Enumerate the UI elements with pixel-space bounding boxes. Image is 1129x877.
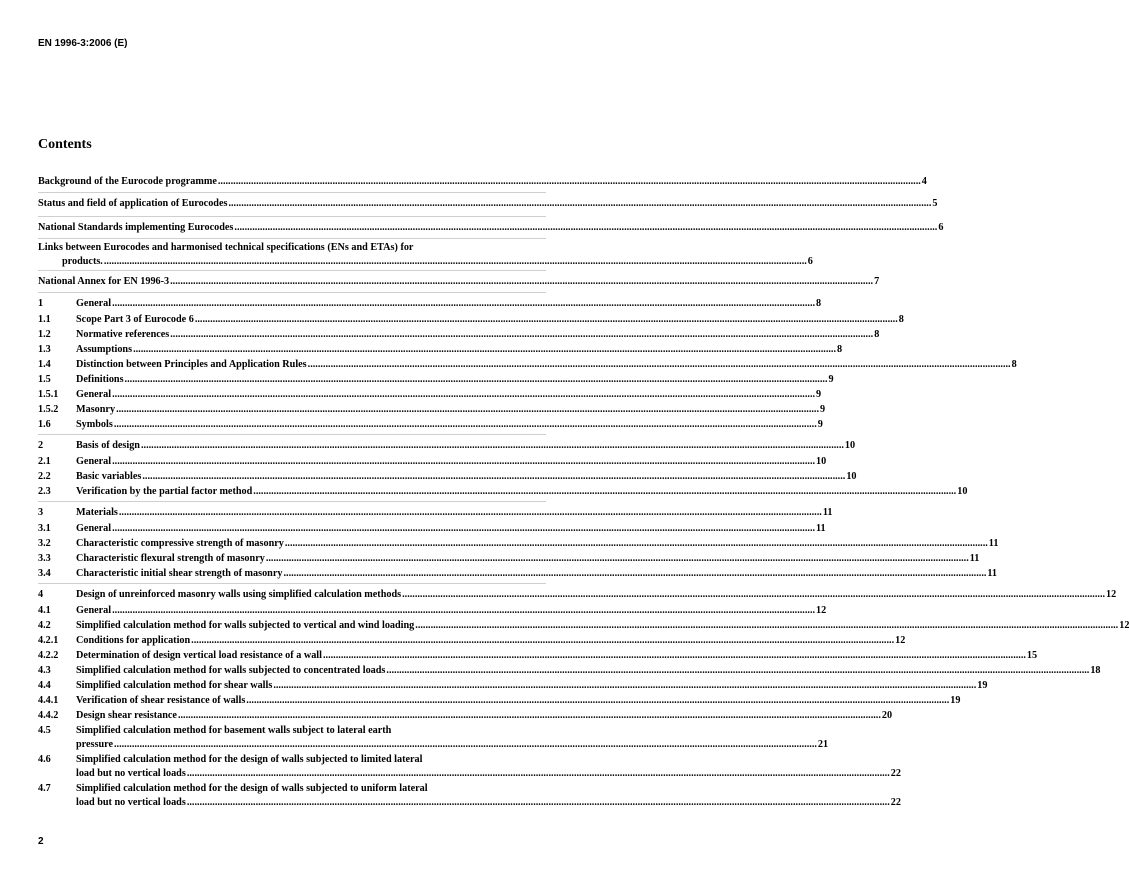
toc-entry-title: General xyxy=(76,298,112,309)
toc-entry-page: 11 xyxy=(988,538,999,549)
toc-entry-page: 10 xyxy=(844,440,856,451)
toc-entry[interactable] xyxy=(38,298,822,312)
dot-leader xyxy=(191,635,894,646)
toc-entry-page: 6 xyxy=(938,222,944,233)
toc-entry[interactable] xyxy=(38,523,826,537)
toc-entry[interactable] xyxy=(38,538,999,552)
toc-entry-page: 6 xyxy=(807,256,813,267)
toc-entry-page: 12 xyxy=(1119,620,1129,631)
toc-entry[interactable] xyxy=(38,176,927,190)
dot-leader xyxy=(116,404,819,415)
toc-entry-title: General xyxy=(76,523,112,534)
toc-entry-number: 3.1 xyxy=(38,523,51,534)
toc-entry[interactable] xyxy=(38,620,1129,634)
dot-leader xyxy=(104,256,807,267)
page-number: 2 xyxy=(38,836,44,847)
section-divider xyxy=(38,583,546,584)
dot-leader xyxy=(119,507,822,518)
toc-entry-title-continued: load but no vertical loads xyxy=(76,768,186,779)
toc-entry-title: Status and field of application of Eurocodes xyxy=(38,198,228,209)
toc-entry-page: 9 xyxy=(816,389,822,400)
toc-entry[interactable] xyxy=(38,276,880,290)
toc-entry-page: 12 xyxy=(1106,589,1117,600)
toc-entry-page: 20 xyxy=(881,710,893,721)
toc-entry-number: 4.5 xyxy=(38,725,51,736)
toc-entry-title: Masonry xyxy=(76,404,116,415)
toc-entry-number: 2 xyxy=(38,440,44,451)
toc-entry-number: 3.4 xyxy=(38,568,51,579)
toc-entry[interactable] xyxy=(38,568,998,582)
section-divider xyxy=(38,192,546,193)
toc-entry[interactable] xyxy=(38,344,843,358)
toc-entry-title: Conditions for application xyxy=(76,635,191,646)
toc-entry-title: Basis of design xyxy=(76,440,140,451)
toc-entry[interactable] xyxy=(38,419,823,433)
toc-entry[interactable] xyxy=(38,314,904,328)
toc-entry-page: 8 xyxy=(898,314,904,325)
dot-leader xyxy=(112,605,815,616)
toc-entry[interactable] xyxy=(38,589,1117,603)
toc-entry-page: 8 xyxy=(837,344,843,355)
dot-leader xyxy=(142,471,845,482)
toc-entry[interactable] xyxy=(38,725,546,739)
dot-leader xyxy=(285,538,988,549)
toc-entry[interactable] xyxy=(38,374,834,388)
toc-entry[interactable] xyxy=(38,754,546,768)
dot-leader xyxy=(112,389,815,400)
toc-entry-title-continued: load but no vertical loads xyxy=(76,797,186,808)
toc-entry-number: 1.6 xyxy=(38,419,51,430)
dot-leader xyxy=(112,456,815,467)
toc-entry-page: 22 xyxy=(890,797,901,808)
toc-entry-number: 1.4 xyxy=(38,359,51,370)
toc-entry[interactable] xyxy=(38,650,1038,664)
dot-leader xyxy=(114,419,817,430)
section-divider xyxy=(38,292,546,293)
toc-entry-title: Verification by the partial factor method xyxy=(76,486,253,497)
toc-entry[interactable] xyxy=(38,783,546,797)
toc-entry-page: 8 xyxy=(874,329,880,340)
toc-entry-page: 11 xyxy=(969,553,980,564)
toc-entry-number: 4.4.1 xyxy=(38,695,59,706)
toc-entry-title-continued: products. xyxy=(62,256,103,267)
dot-leader xyxy=(228,198,931,209)
toc-entry-continuation[interactable] xyxy=(38,797,901,811)
dot-leader xyxy=(386,665,1089,676)
dot-leader xyxy=(308,359,1011,370)
toc-entry-page: 10 xyxy=(846,471,857,482)
toc-entry-page: 19 xyxy=(977,680,988,691)
toc-entry-title: General xyxy=(76,605,112,616)
toc-entry[interactable] xyxy=(38,665,1101,679)
toc-entry-page: 12 xyxy=(816,605,827,616)
toc-entry[interactable] xyxy=(38,507,833,521)
toc-entry-page: 9 xyxy=(817,419,823,430)
toc-entry-number: 4.7 xyxy=(38,783,51,794)
toc-entry-number: 4.1 xyxy=(38,605,51,616)
toc-entry-number: 1.5.2 xyxy=(38,404,59,415)
toc-entry-number: 4.2.2 xyxy=(38,650,59,661)
toc-entry-number: 1.2 xyxy=(38,329,51,340)
dot-leader xyxy=(112,523,815,534)
dot-leader xyxy=(273,680,976,691)
toc-entry-title: Basic variables xyxy=(76,471,142,482)
contents-heading: Contents xyxy=(38,137,92,152)
toc-entry-title: Distinction between Principles and Application Rules xyxy=(76,359,307,370)
toc-entry-continuation[interactable] xyxy=(38,739,829,753)
toc-entry[interactable] xyxy=(38,222,944,236)
toc-entry-title: Simplified calculation method for walls subjected to vertical and wind loading xyxy=(76,620,415,631)
section-divider xyxy=(38,270,546,271)
document-id-header: EN 1996-3:2006 (E) xyxy=(38,38,128,49)
dot-leader xyxy=(323,650,1026,661)
toc-entry-title: Characteristic initial shear strength of masonry xyxy=(76,568,283,579)
toc-entry-title: Simplified calculation method for the design of walls subjected to uniform lateral xyxy=(76,783,428,794)
toc-entry-number: 4.2 xyxy=(38,620,51,631)
dot-leader xyxy=(141,440,844,451)
toc-entry-page: 9 xyxy=(820,404,826,415)
toc-entry-title: National Annex for EN 1996-3 xyxy=(38,276,170,287)
toc-entry[interactable] xyxy=(38,359,1017,373)
toc-entry-page: 12 xyxy=(895,635,906,646)
toc-entry-page: 11 xyxy=(822,507,833,518)
toc-entry[interactable] xyxy=(38,471,857,485)
toc-entry-page: 9 xyxy=(828,374,834,385)
toc-entry-title: Simplified calculation method for the design of walls subjected to limited lateral xyxy=(76,754,423,765)
toc-entry-page: 21 xyxy=(817,739,829,750)
toc-entry-title: National Standards implementing Eurocodes xyxy=(38,222,234,233)
toc-entry[interactable] xyxy=(38,486,968,500)
toc-entry[interactable] xyxy=(38,680,988,694)
dot-leader xyxy=(402,589,1105,600)
dot-leader xyxy=(170,329,873,340)
toc-entry-title: General xyxy=(76,389,112,400)
section-divider xyxy=(38,216,546,217)
toc-entry-title: Design of unreinforced masonry walls using simplified calculation methods xyxy=(76,589,402,600)
toc-entry-title: Background of the Eurocode programme xyxy=(38,176,217,187)
toc-entry[interactable] xyxy=(38,695,961,709)
toc-entry-title: Normative references xyxy=(76,329,170,340)
toc-entry[interactable] xyxy=(38,198,938,212)
toc-entry-page: 10 xyxy=(957,486,968,497)
toc-entry-page: 15 xyxy=(1026,650,1038,661)
toc-entry-number: 1.3 xyxy=(38,344,51,355)
toc-entry-number: 4.6 xyxy=(38,754,51,765)
dot-leader xyxy=(112,298,815,309)
toc-entry-title: General xyxy=(76,456,112,467)
toc-entry-page: 8 xyxy=(1011,359,1017,370)
toc-entry-page: 4 xyxy=(921,176,927,187)
toc-entry-number: 4.4.2 xyxy=(38,710,59,721)
toc-entry-title: Simplified calculation method for walls subjected to concentrated loads xyxy=(76,665,386,676)
toc-entry-page: 22 xyxy=(890,768,901,779)
toc-entry-title: Definitions xyxy=(76,374,124,385)
toc-entry[interactable] xyxy=(38,404,826,418)
toc-entry-number: 3.3 xyxy=(38,553,51,564)
toc-entry-page: 8 xyxy=(816,298,822,309)
toc-entry[interactable] xyxy=(38,389,822,403)
toc-entry-number: 1.5 xyxy=(38,374,51,385)
toc-entry-number: 1 xyxy=(38,298,44,309)
dot-leader xyxy=(187,797,890,808)
toc-entry-title: Characteristic compressive strength of masonry xyxy=(76,538,284,549)
toc-entry-page: 19 xyxy=(950,695,961,706)
toc-entry[interactable] xyxy=(38,329,880,343)
toc-entry-number: 2.3 xyxy=(38,486,51,497)
toc-entry-title: Scope Part 3 of Eurocode 6 xyxy=(76,314,194,325)
toc-entry-number: 3 xyxy=(38,507,44,518)
toc-entry-number: 3.2 xyxy=(38,538,51,549)
toc-entry-page: 7 xyxy=(874,276,880,287)
toc-entry[interactable] xyxy=(38,635,906,649)
dot-leader xyxy=(253,486,956,497)
toc-entry-title: Assumptions xyxy=(76,344,133,355)
toc-entry-page: 10 xyxy=(816,456,827,467)
toc-entry-number: 4.4 xyxy=(38,680,51,691)
toc-entry-title: Links between Eurocodes and harmonised technical specifications (ENs and ETAs) for xyxy=(38,242,414,253)
dot-leader xyxy=(187,768,890,779)
toc-entry-number: 2.1 xyxy=(38,456,51,467)
toc-entry-continuation[interactable] xyxy=(38,768,901,782)
toc-entry-number: 4.3 xyxy=(38,665,51,676)
toc-entry[interactable] xyxy=(38,553,980,567)
toc-entry-number: 1.5.1 xyxy=(38,389,59,400)
toc-entry-title: Design shear resistance xyxy=(76,710,177,721)
toc-entry-number: 1.1 xyxy=(38,314,51,325)
dot-leader xyxy=(133,344,836,355)
dot-leader xyxy=(415,620,1118,631)
toc-entry[interactable] xyxy=(38,440,856,454)
toc-entry[interactable] xyxy=(38,710,893,724)
dot-leader xyxy=(246,695,949,706)
toc-entry-number: 4.2.1 xyxy=(38,635,59,646)
dot-leader xyxy=(114,739,817,750)
dot-leader xyxy=(125,374,828,385)
toc-entry-page: 11 xyxy=(987,568,998,579)
toc-entry[interactable] xyxy=(38,242,546,256)
toc-entry-number: 2.2 xyxy=(38,471,51,482)
toc-entry[interactable] xyxy=(38,456,827,470)
section-divider xyxy=(38,238,546,239)
toc-entry-page: 11 xyxy=(816,523,826,534)
toc-entry-title: Determination of design vertical load resistance of a wall xyxy=(76,650,322,661)
toc-entry-number: 4 xyxy=(38,589,44,600)
toc-entry-title: Symbols xyxy=(76,419,113,430)
dot-leader xyxy=(218,176,921,187)
toc-entry-title: Verification of shear resistance of walls xyxy=(76,695,246,706)
toc-entry-page: 18 xyxy=(1090,665,1101,676)
toc-entry[interactable] xyxy=(38,605,827,619)
section-divider xyxy=(38,434,546,435)
toc-entry-title: Simplified calculation method for shear walls xyxy=(76,680,273,691)
toc-entry-title: Materials xyxy=(76,507,118,518)
toc-entry-continuation[interactable] xyxy=(38,256,813,270)
toc-entry-page: 5 xyxy=(932,198,938,209)
toc-entry-title-continued: pressure xyxy=(76,739,113,750)
dot-leader xyxy=(266,553,969,564)
toc-entry-title: Characteristic flexural strength of masonry xyxy=(76,553,265,564)
dot-leader xyxy=(170,276,873,287)
dot-leader xyxy=(178,710,881,721)
toc-entry-title: Simplified calculation method for basement walls subject to lateral earth xyxy=(76,725,392,736)
dot-leader xyxy=(283,568,986,579)
section-divider xyxy=(38,501,546,502)
dot-leader xyxy=(234,222,937,233)
dot-leader xyxy=(195,314,898,325)
